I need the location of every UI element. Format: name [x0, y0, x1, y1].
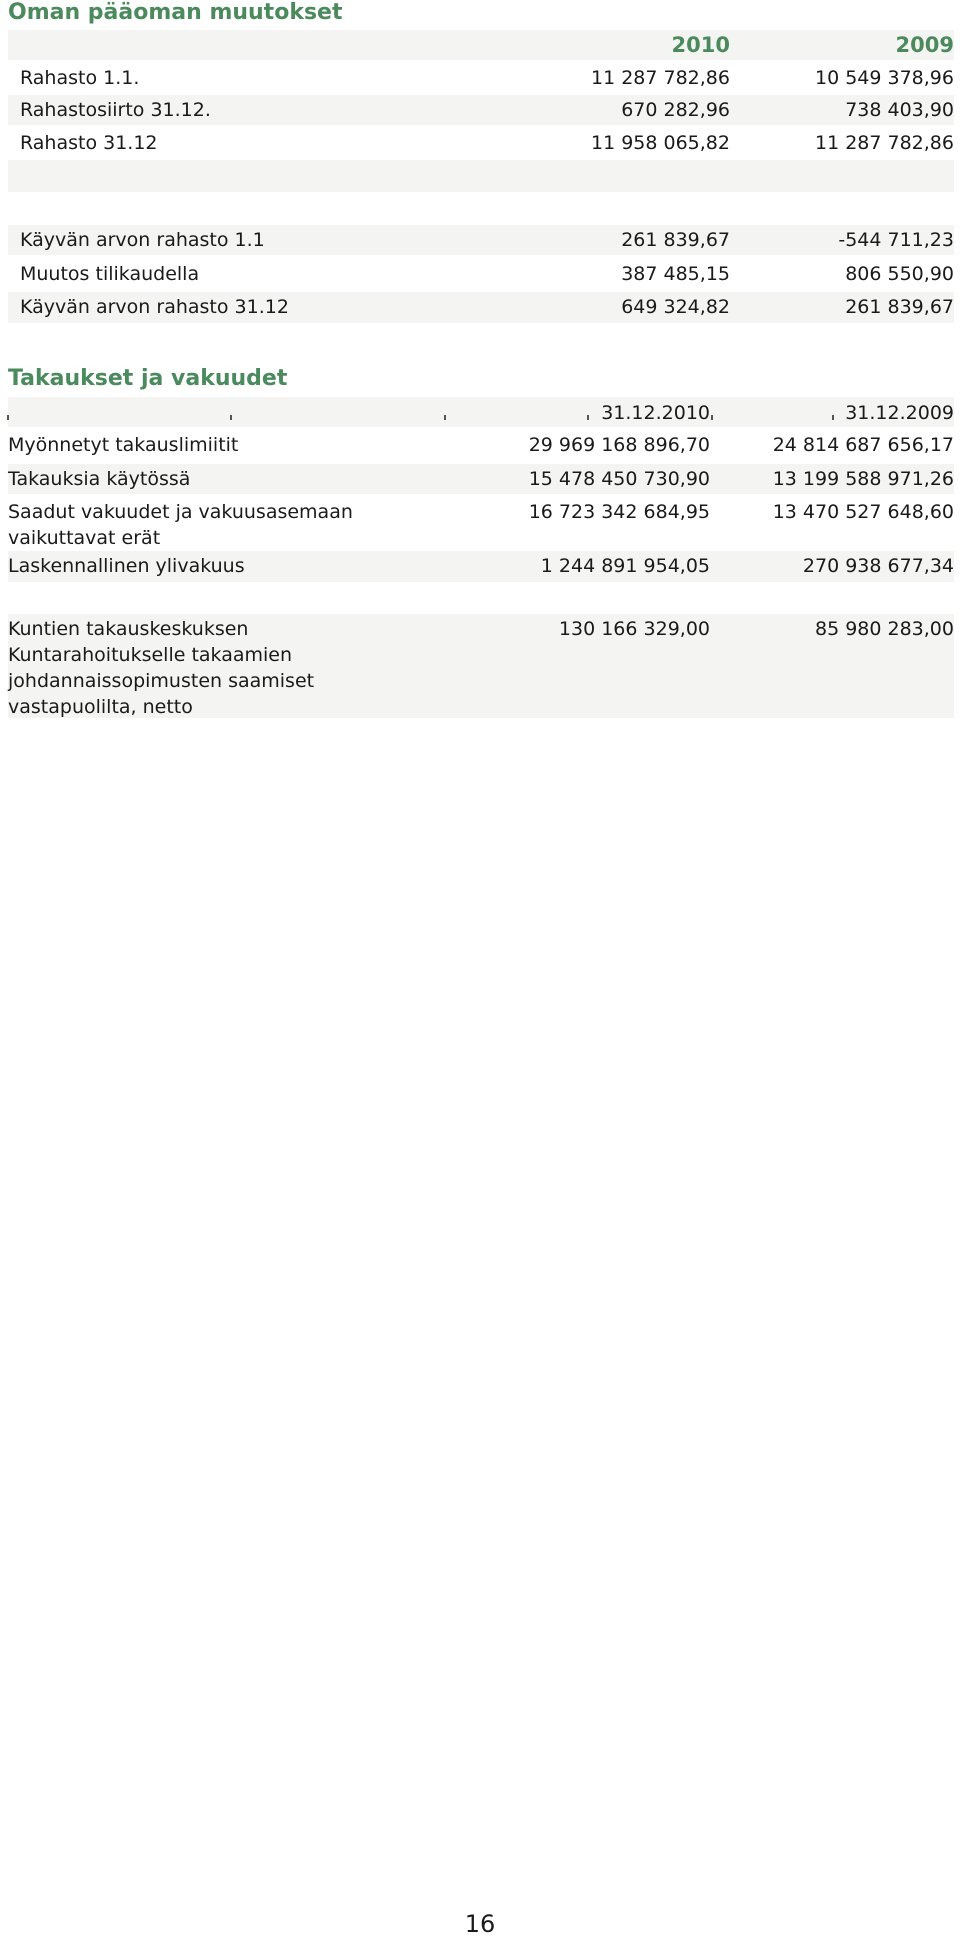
equity-header-2009: 2009: [895, 33, 954, 57]
guarantee-section-title: Takaukset ja vakuudet: [8, 366, 288, 391]
value-2009: 13 199 588 971,26: [772, 468, 954, 490]
spacer-row: [8, 160, 954, 192]
guarantee-header-2009: 31.12.2009: [845, 402, 954, 424]
column-tick: [444, 415, 446, 420]
value-2009: 270 938 677,34: [802, 555, 954, 577]
value-2009: -544 711,23: [838, 229, 954, 251]
value-2010: 130 166 329,00: [558, 618, 710, 640]
table-row: [8, 128, 954, 158]
value-2009: 24 814 687 656,17: [772, 434, 954, 456]
column-tick: [711, 415, 713, 420]
column-tick: [7, 415, 9, 420]
row-label: Laskennallinen ylivakuus: [8, 555, 245, 577]
row-label: Kuntien takauskeskuksen Kuntarahoitukselle takaamien johdannaissopimusten saamiset vastapuolilta, netto: [8, 618, 315, 718]
value-2009: 806 550,90: [845, 263, 954, 285]
row-label: Saadut vakuudet ja vakuusasemaan vaikuttavat erät: [8, 501, 353, 549]
table-row: [8, 497, 954, 549]
value-2009: 13 470 527 648,60: [772, 501, 954, 523]
value-2010: 261 839,67: [621, 229, 730, 251]
equity-header-2010: 2010: [671, 33, 730, 57]
value-2010: 11 958 065,82: [590, 132, 730, 154]
table-row: [8, 551, 954, 582]
value-2010: 29 969 168 896,70: [528, 434, 710, 456]
column-tick: [832, 415, 834, 420]
table-row: [8, 464, 954, 494]
guarantee-header-2010: 31.12.2010: [601, 402, 710, 424]
value-2010: 387 485,15: [621, 263, 730, 285]
table-row: [8, 292, 954, 323]
table-row: [8, 259, 954, 289]
column-tick: [587, 415, 589, 420]
row-label: Rahasto 31.12: [20, 132, 158, 154]
value-2009: 261 839,67: [845, 296, 954, 318]
row-label: Käyvän arvon rahasto 31.12: [20, 296, 289, 318]
value-2010: 1 244 891 954,05: [540, 555, 710, 577]
table-row: [8, 614, 954, 718]
column-tick: [230, 415, 232, 420]
value-2010: 15 478 450 730,90: [528, 468, 710, 490]
row-label: Muutos tilikaudella: [20, 263, 200, 285]
table-row: [8, 95, 954, 125]
equity-section-title: Oman pääoman muutokset: [8, 0, 343, 25]
guarantee-header-row: [8, 397, 954, 427]
row-label: Myönnetyt takauslimiitit: [8, 434, 239, 456]
value-2010: 649 324,82: [621, 296, 730, 318]
value-2009: 85 980 283,00: [814, 618, 954, 640]
table-row: [8, 63, 954, 93]
page-number: 16: [464, 1910, 496, 1938]
value-2009: 11 287 782,86: [814, 132, 954, 154]
row-label: Rahasto 1.1.: [20, 67, 140, 89]
row-label: Käyvän arvon rahasto 1.1: [20, 229, 265, 251]
value-2010: 670 282,96: [621, 99, 730, 121]
table-row: [8, 430, 954, 460]
equity-header-row: [8, 30, 954, 60]
table-row: [8, 225, 954, 255]
value-2009: 738 403,90: [845, 99, 954, 121]
value-2009: 10 549 378,96: [814, 67, 954, 89]
row-label: Rahastosiirto 31.12.: [20, 99, 211, 121]
row-label: Takauksia käytössä: [8, 468, 191, 490]
value-2010: 16 723 342 684,95: [528, 501, 710, 523]
value-2010: 11 287 782,86: [590, 67, 730, 89]
